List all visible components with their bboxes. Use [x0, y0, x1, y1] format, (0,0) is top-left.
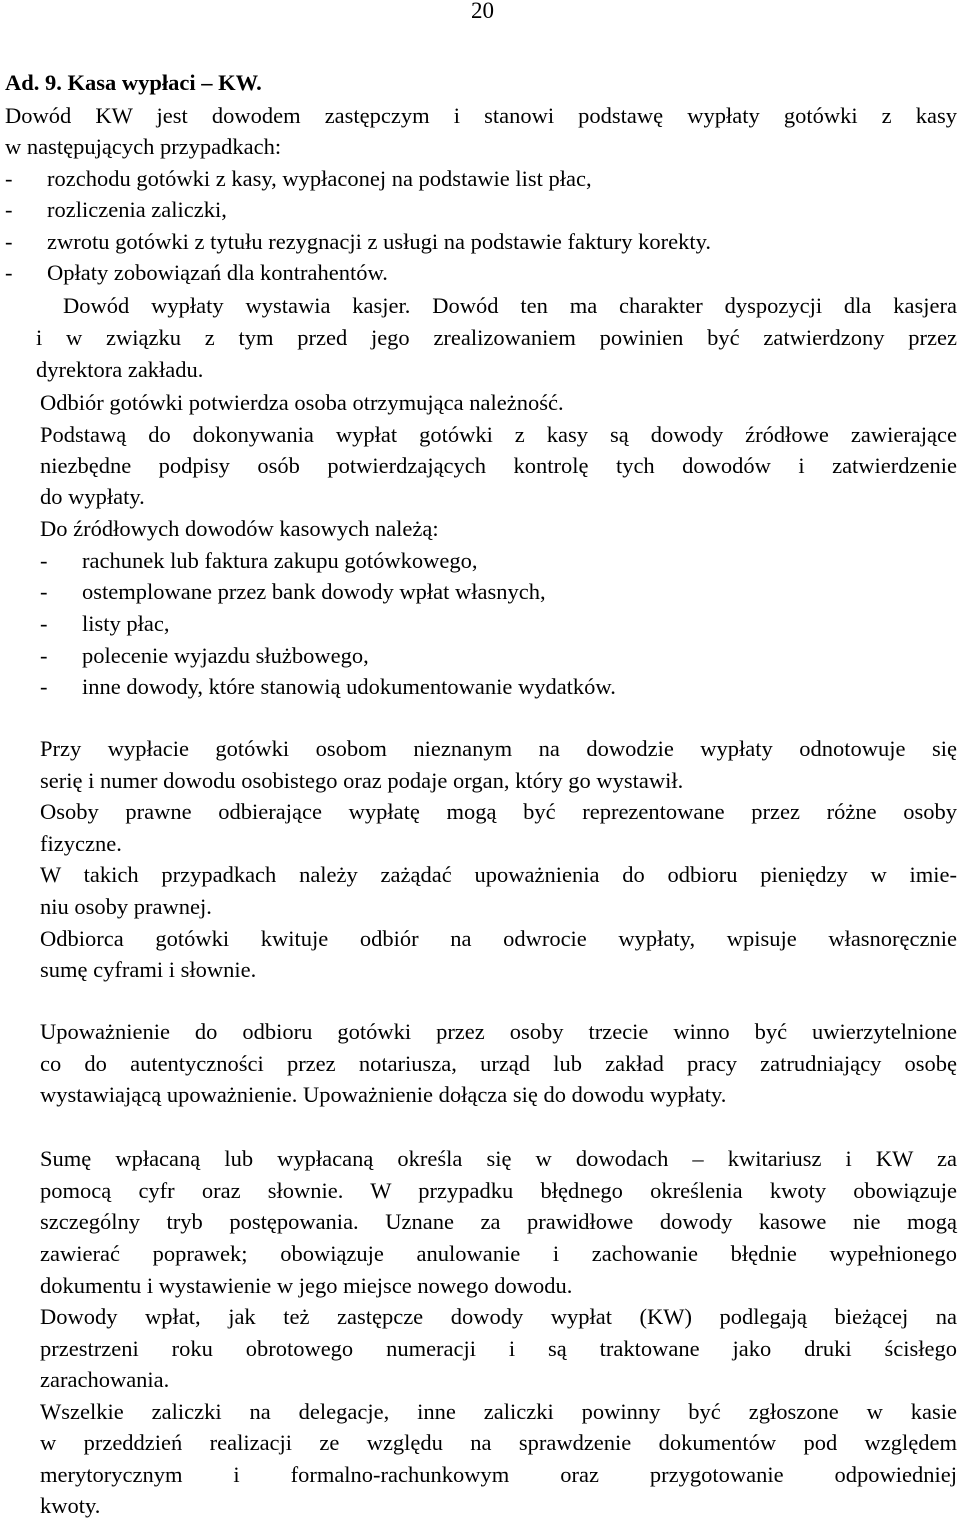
list-dash: -: [5, 260, 13, 285]
list-dash: -: [40, 643, 48, 668]
zadac-line-2: niu osoby prawnej.: [40, 894, 212, 919]
zrodlowe-text: ostemplowane przez bank dowody wpłat własnych,: [82, 579, 546, 604]
case-item-1: [5, 163, 592, 194]
zrodlowe-item-5: [40, 671, 616, 702]
case-text: zwrotu gotówki z tytułu rezygnacji z usługi na podstawie faktury korekty.: [47, 229, 711, 254]
list-dash: -: [40, 579, 48, 604]
wplat-line-2: przestrzeni roku obrotowego numeracji i są traktowane jako druki ścisłego: [40, 1336, 957, 1361]
zadac-line-1: W takich przypadkach należy zażądać upoważnienia do odbioru pieniędzy w imie-: [40, 862, 957, 887]
intro-line-1: Dowód KW jest dowodem zastępczym i stanowi podstawę wypłaty gotówki z kasy: [5, 103, 957, 128]
zrodlowe-item-4: [40, 640, 369, 671]
case-text: rozliczenia zaliczki,: [47, 197, 227, 222]
list-dash: -: [5, 166, 13, 191]
list-dash: -: [40, 611, 48, 636]
zrodlowe-text: inne dowody, które stanowią udokumentowanie wydatków.: [82, 674, 616, 699]
list-dash: -: [40, 674, 48, 699]
kwituje-line-2: sumę cyframi i słownie.: [40, 957, 257, 982]
zrodlowe-text: rachunek lub faktura zakupu gotówkowego,: [82, 548, 478, 573]
sume-line-2: pomocą cyfr oraz słownie. W przypadku błędnego określenia kwoty obowiązuje: [40, 1178, 957, 1203]
case-item-4: [5, 257, 388, 288]
sume-line-5: dokumentu i wystawienie w jego miejsce nowego dowodu.: [40, 1273, 573, 1298]
case-text: rozchodu gotówki z kasy, wypłaconej na podstawie list płac,: [47, 166, 592, 191]
zaliczki-line-1: Wszelkie zaliczki na delegacje, inne zaliczki powinny być zgłoszone w kasie: [40, 1399, 957, 1424]
sume-line-3: szczególny tryb postępowania. Uznane za prawidłowe dowody kasowe nie mogą: [40, 1209, 957, 1234]
nieznanym-line-1: Przy wypłacie gotówki osobom nieznanym na dowodzie wypłaty odnotowuje się: [40, 736, 957, 761]
page-number: 20: [471, 0, 494, 23]
trzecie-line-2: co do autentyczności przez notariusza, urząd lub zakład pracy zatrudniający osobę: [40, 1051, 957, 1076]
podstawa-line-2: niezbędne podpisy osób potwierdzających kontrolę tych dowodów i zatwierdzenie: [40, 453, 957, 478]
zaliczki-line-2: w przeddzień realizacji ze względu na sprawdzenie dokumentów pod względem: [40, 1430, 957, 1455]
zrodlowe-item-3: [40, 608, 169, 639]
podstawa-line-3: do wypłaty.: [40, 484, 145, 509]
list-dash: -: [5, 197, 13, 222]
case-item-2: [5, 194, 227, 225]
odbior-line: Odbiór gotówki potwierdza osoba otrzymująca należność.: [40, 390, 564, 415]
case-item-3: [5, 226, 711, 257]
zrodlowe-item-2: [40, 576, 546, 607]
zrodlowe-intro: Do źródłowych dowodów kasowych należą:: [40, 516, 439, 541]
list-dash: -: [40, 548, 48, 573]
wplat-line-3: zarachowania.: [40, 1367, 170, 1392]
zaliczki-line-4: kwoty.: [40, 1493, 101, 1518]
nieznanym-line-2: serię i numer dowodu osobistego oraz podaje organ, który go wystawił.: [40, 768, 684, 793]
zrodlowe-item-1: [40, 545, 478, 576]
prawne-line-1: Osoby prawne odbierające wypłatę mogą być reprezentowane przez różne osoby: [40, 799, 957, 824]
kasjer-line-2: i w związku z tym przed jego zrealizowaniem powinien być zatwierdzony przez: [36, 325, 957, 350]
trzecie-line-3: wystawiającą upoważnienie. Upoważnienie dołącza się do dowodu wypłaty.: [40, 1082, 727, 1107]
case-text: Opłaty zobowiązań dla kontrahentów.: [47, 260, 388, 285]
list-dash: -: [5, 229, 13, 254]
wplat-line-1: Dowody wpłat, jak też zastępcze dowody wypłat (KW) podlegają bieżącej na: [40, 1304, 957, 1329]
zrodlowe-text: polecenie wyjazdu służbowego,: [82, 643, 369, 668]
podstawa-line-1: Podstawą do dokonywania wypłat gotówki z kasy są dowody źródłowe zawierające: [40, 422, 957, 447]
section-heading: Ad. 9. Kasa wypłaci – KW.: [5, 70, 262, 95]
prawne-line-2: fizyczne.: [40, 831, 122, 856]
sume-line-4: zawierać poprawek; obowiązuje anulowanie i zachowanie błędnie wypełnionego: [40, 1241, 957, 1266]
sume-line-1: Sumę wpłacaną lub wypłacaną określa się w dowodach – kwitariusz i KW za: [40, 1146, 957, 1171]
kwituje-line-1: Odbiorca gotówki kwituje odbiór na odwrocie wypłaty, wpisuje własnoręcznie: [40, 926, 957, 951]
kasjer-line-1: Dowód wypłaty wystawia kasjer. Dowód ten ma charakter dyspozycji dla kasjera: [63, 293, 957, 318]
zaliczki-line-3: merytorycznym i formalno-rachunkowym oraz przygotowanie odpowiedniej: [40, 1462, 957, 1487]
zrodlowe-text: listy płac,: [82, 611, 170, 636]
trzecie-line-1: Upoważnienie do odbioru gotówki przez osoby trzecie winno być uwierzytelnione: [40, 1019, 957, 1044]
kasjer-line-3: dyrektora zakładu.: [36, 357, 204, 382]
intro-line-2: w następujących przypadkach:: [5, 134, 282, 159]
